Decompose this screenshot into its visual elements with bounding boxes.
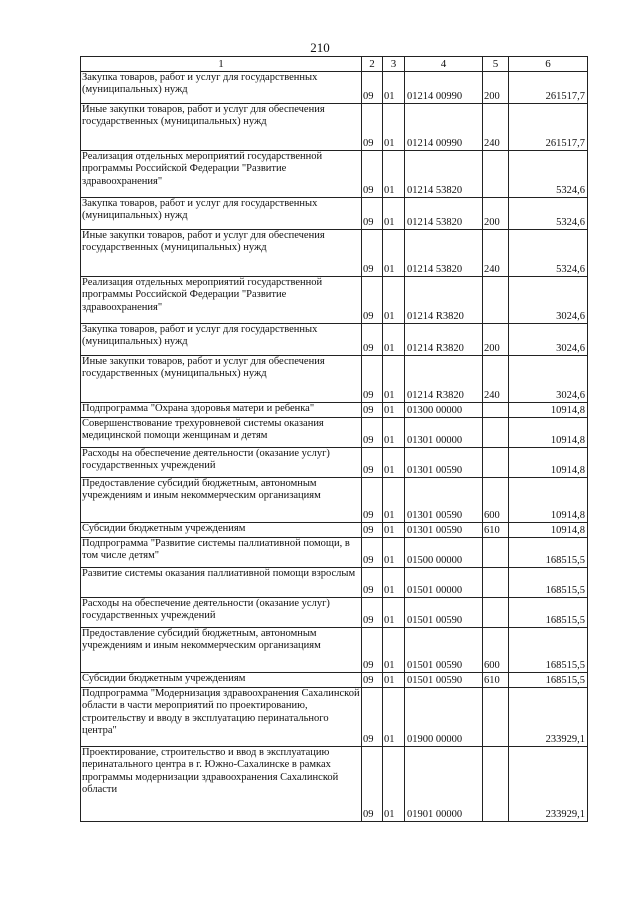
row-amount: 168515,5 <box>509 568 588 598</box>
row-expense-type: 200 <box>483 198 509 230</box>
row-subsection: 01 <box>383 598 405 628</box>
page-number: 210 <box>310 40 330 55</box>
row-name: Предоставление субсидий бюджетным, автономным учреждениям и иным некоммерческим организациям <box>81 628 362 673</box>
row-expense-type: 600 <box>483 478 509 523</box>
row-expense-type <box>483 277 509 324</box>
row-target-code: 01214 00990 <box>405 72 483 104</box>
row-section: 09 <box>362 104 383 151</box>
row-subsection: 01 <box>383 418 405 448</box>
row-target-code: 01301 00000 <box>405 418 483 448</box>
row-amount: 10914,8 <box>509 418 588 448</box>
row-subsection: 01 <box>383 523 405 538</box>
row-name: Субсидии бюджетным учреждениям <box>81 523 362 538</box>
row-name: Расходы на обеспечение деятельности (оказание услуг) государственных учреждений <box>81 598 362 628</box>
row-amount: 3024,6 <box>509 324 588 356</box>
row-section: 09 <box>362 568 383 598</box>
row-amount: 10914,8 <box>509 403 588 418</box>
table-row <box>81 403 588 418</box>
row-name: Реализация отдельных мероприятий государственной программы Российской Федерации "Развитие здравоохранения" <box>81 151 362 198</box>
row-expense-type <box>483 151 509 198</box>
row-name: Реализация отдельных мероприятий государственной программы Российской Федерации "Развитие здравоохранения" <box>81 277 362 324</box>
table-row <box>81 747 588 822</box>
table-row <box>81 568 588 598</box>
row-subsection: 01 <box>383 673 405 688</box>
row-amount: 233929,1 <box>509 747 588 822</box>
row-target-code: 01501 00590 <box>405 628 483 673</box>
row-target-code: 01901 00000 <box>405 747 483 822</box>
table-row <box>81 324 588 356</box>
table-row <box>81 418 588 448</box>
row-section: 09 <box>362 747 383 822</box>
row-expense-type <box>483 403 509 418</box>
row-target-code: 01301 00590 <box>405 523 483 538</box>
row-expense-type: 200 <box>483 324 509 356</box>
table-header-row <box>81 57 588 72</box>
row-name: Иные закупки товаров, работ и услуг для обеспечения государственных (муниципальных) нужд <box>81 356 362 403</box>
row-target-code: 01300 00000 <box>405 403 483 418</box>
row-expense-type: 600 <box>483 628 509 673</box>
row-target-code: 01214 R3820 <box>405 324 483 356</box>
row-amount: 10914,8 <box>509 478 588 523</box>
row-section: 09 <box>362 628 383 673</box>
row-subsection: 01 <box>383 277 405 324</box>
table-row <box>81 198 588 230</box>
table-row <box>81 448 588 478</box>
row-target-code: 01214 R3820 <box>405 356 483 403</box>
row-target-code: 01301 00590 <box>405 448 483 478</box>
row-amount: 5324,6 <box>509 198 588 230</box>
column-header: 4 <box>405 57 483 72</box>
table-row <box>81 688 588 747</box>
row-subsection: 01 <box>383 538 405 568</box>
row-name: Закупка товаров, работ и услуг для государственных (муниципальных) нужд <box>81 72 362 104</box>
row-name: Совершенствование трехуровневой системы оказания медицинской помощи женщинам и детям <box>81 418 362 448</box>
row-subsection: 01 <box>383 104 405 151</box>
row-name: Подпрограмма "Модернизация здравоохранения Сахалинской области в части мероприятий по проектированию, строительству и вводу в эксплуатацию перинатального центра" <box>81 688 362 747</box>
row-expense-type: 240 <box>483 230 509 277</box>
row-name: Субсидии бюджетным учреждениям <box>81 673 362 688</box>
table-row <box>81 538 588 568</box>
row-section: 09 <box>362 403 383 418</box>
table-row <box>81 523 588 538</box>
row-subsection: 01 <box>383 324 405 356</box>
table-row <box>81 72 588 104</box>
row-section: 09 <box>362 673 383 688</box>
table-row <box>81 628 588 673</box>
row-amount: 168515,5 <box>509 598 588 628</box>
row-section: 09 <box>362 523 383 538</box>
row-amount: 3024,6 <box>509 277 588 324</box>
row-section: 09 <box>362 151 383 198</box>
row-name: Иные закупки товаров, работ и услуг для обеспечения государственных (муниципальных) нужд <box>81 230 362 277</box>
table-row <box>81 598 588 628</box>
table-row <box>81 673 588 688</box>
row-expense-type: 240 <box>483 104 509 151</box>
table-row <box>81 151 588 198</box>
row-target-code: 01214 00990 <box>405 104 483 151</box>
row-expense-type: 610 <box>483 523 509 538</box>
row-amount: 5324,6 <box>509 230 588 277</box>
budget-table <box>80 56 588 822</box>
row-subsection: 01 <box>383 628 405 673</box>
row-target-code: 01501 00000 <box>405 568 483 598</box>
row-expense-type: 240 <box>483 356 509 403</box>
row-target-code: 01214 53820 <box>405 230 483 277</box>
row-section: 09 <box>362 448 383 478</box>
table-row <box>81 230 588 277</box>
row-name: Закупка товаров, работ и услуг для государственных (муниципальных) нужд <box>81 198 362 230</box>
row-target-code: 01214 R3820 <box>405 277 483 324</box>
row-expense-type <box>483 448 509 478</box>
row-name: Подпрограмма "Развитие системы паллиативной помощи, в том числе детям" <box>81 538 362 568</box>
row-expense-type <box>483 568 509 598</box>
row-amount: 10914,8 <box>509 523 588 538</box>
row-subsection: 01 <box>383 688 405 747</box>
row-section: 09 <box>362 688 383 747</box>
row-name: Предоставление субсидий бюджетным, автономным учреждениям и иным некоммерческим организациям <box>81 478 362 523</box>
row-target-code: 01501 00590 <box>405 598 483 628</box>
row-subsection: 01 <box>383 747 405 822</box>
row-target-code: 01214 53820 <box>405 151 483 198</box>
row-amount: 168515,5 <box>509 673 588 688</box>
row-target-code: 01501 00590 <box>405 673 483 688</box>
column-header: 3 <box>383 57 405 72</box>
row-subsection: 01 <box>383 356 405 403</box>
table-row <box>81 277 588 324</box>
row-subsection: 01 <box>383 478 405 523</box>
row-amount: 261517,7 <box>509 72 588 104</box>
row-expense-type <box>483 598 509 628</box>
row-section: 09 <box>362 418 383 448</box>
row-subsection: 01 <box>383 403 405 418</box>
row-amount: 5324,6 <box>509 151 588 198</box>
row-expense-type <box>483 747 509 822</box>
row-section: 09 <box>362 478 383 523</box>
row-target-code: 01500 00000 <box>405 538 483 568</box>
row-amount: 233929,1 <box>509 688 588 747</box>
table-row <box>81 478 588 523</box>
row-section: 09 <box>362 230 383 277</box>
row-target-code: 01301 00590 <box>405 478 483 523</box>
row-target-code: 01214 53820 <box>405 198 483 230</box>
row-amount: 168515,5 <box>509 628 588 673</box>
row-name: Расходы на обеспечение деятельности (оказание услуг) государственных учреждений <box>81 448 362 478</box>
column-header: 1 <box>81 57 362 72</box>
row-section: 09 <box>362 538 383 568</box>
table-row <box>81 356 588 403</box>
row-expense-type <box>483 538 509 568</box>
column-header: 2 <box>362 57 383 72</box>
row-expense-type: 610 <box>483 673 509 688</box>
row-subsection: 01 <box>383 230 405 277</box>
column-header: 6 <box>509 57 588 72</box>
row-name: Проектирование, строительство и ввод в эксплуатацию перинатального центра в г. Южно-Сахалинске в рамках программы модернизации здравоохранения Сахалинской области <box>81 747 362 822</box>
row-section: 09 <box>362 356 383 403</box>
row-section: 09 <box>362 324 383 356</box>
row-expense-type <box>483 688 509 747</box>
row-section: 09 <box>362 598 383 628</box>
row-subsection: 01 <box>383 198 405 230</box>
row-name: Развитие системы оказания паллиативной помощи взрослым <box>81 568 362 598</box>
row-section: 09 <box>362 277 383 324</box>
row-amount: 261517,7 <box>509 104 588 151</box>
row-name: Подпрограмма "Охрана здоровья матери и ребенка" <box>81 403 362 418</box>
row-amount: 10914,8 <box>509 448 588 478</box>
row-subsection: 01 <box>383 448 405 478</box>
row-name: Иные закупки товаров, работ и услуг для обеспечения государственных (муниципальных) нужд <box>81 104 362 151</box>
row-name: Закупка товаров, работ и услуг для государственных (муниципальных) нужд <box>81 324 362 356</box>
row-subsection: 01 <box>383 151 405 198</box>
column-header: 5 <box>483 57 509 72</box>
row-section: 09 <box>362 72 383 104</box>
row-expense-type: 200 <box>483 72 509 104</box>
row-subsection: 01 <box>383 72 405 104</box>
row-section: 09 <box>362 198 383 230</box>
row-amount: 168515,5 <box>509 538 588 568</box>
table-row <box>81 104 588 151</box>
row-target-code: 01900 00000 <box>405 688 483 747</box>
row-subsection: 01 <box>383 568 405 598</box>
row-amount: 3024,6 <box>509 356 588 403</box>
row-expense-type <box>483 418 509 448</box>
